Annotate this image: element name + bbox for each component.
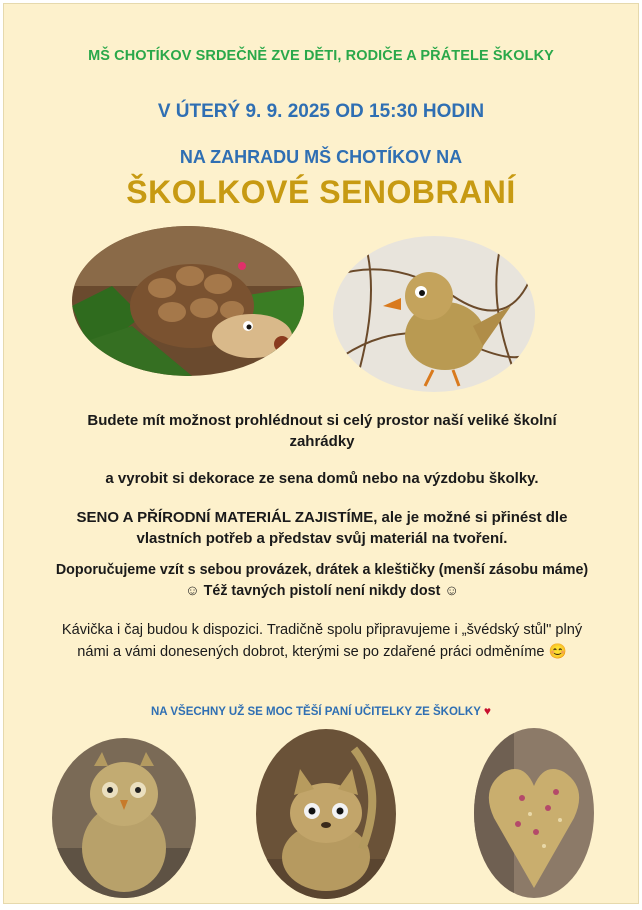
- paragraph-decorations: a vyrobit si dekorace ze sena domů nebo na výzdobu školky.: [105, 470, 539, 487]
- event-date: V ÚTERÝ 9. 9. 2025 OD 15:30 HODIN: [157, 101, 485, 122]
- straw-owl-photo: [52, 738, 196, 898]
- event-place: NA ZAHRADU MŠ CHOTÍKOV NA: [179, 147, 463, 167]
- paragraph-recommend: Doporučujeme vzít s sebou provázek, drátek a kleštičky (menší zásobu máme) ☺ Též tavných pistolí není nikdy dost ☺: [55, 562, 589, 599]
- straw-heart-photo: [474, 728, 594, 898]
- closing-text: NA VŠECHNY UŽ SE MOC TĚŠÍ PANÍ UČITELKY ZE ŠKOLKY: [150, 706, 481, 718]
- closing-line: [4, 704, 638, 718]
- paragraph-garden: Budete mít možnost prohlédnout si celý prostor naší veliké školní zahrádky: [87, 412, 557, 450]
- event-title: ŠKOLKOVÉ SENOBRANÍ: [126, 174, 516, 210]
- paragraph-refreshments: Kávička i čaj budou k dispozici. Tradičně spolu připravujeme i „švédský stůl" plný námi a vámi donesených dobrot, kterými se po zdařené práci odměníme 😊: [61, 622, 583, 660]
- paragraph-materials: SENO A PŘÍRODNÍ MATERIÁL ZAJISTÍME, ale je možné si přinést dle vlastních potřeb a představ svůj materiál na tvoření.: [76, 509, 568, 547]
- heart-icon: ♥: [483, 704, 492, 718]
- hedgehog-photo: [72, 226, 304, 376]
- straw-bird-photo: [333, 236, 535, 392]
- invitation-line: MŠ CHOTÍKOV SRDEČNĚ ZVE DĚTI, RODIČE A PŘÁTELE ŠKOLKY: [88, 48, 554, 64]
- straw-cat-photo: [256, 729, 396, 899]
- invitation-poster: [3, 3, 639, 904]
